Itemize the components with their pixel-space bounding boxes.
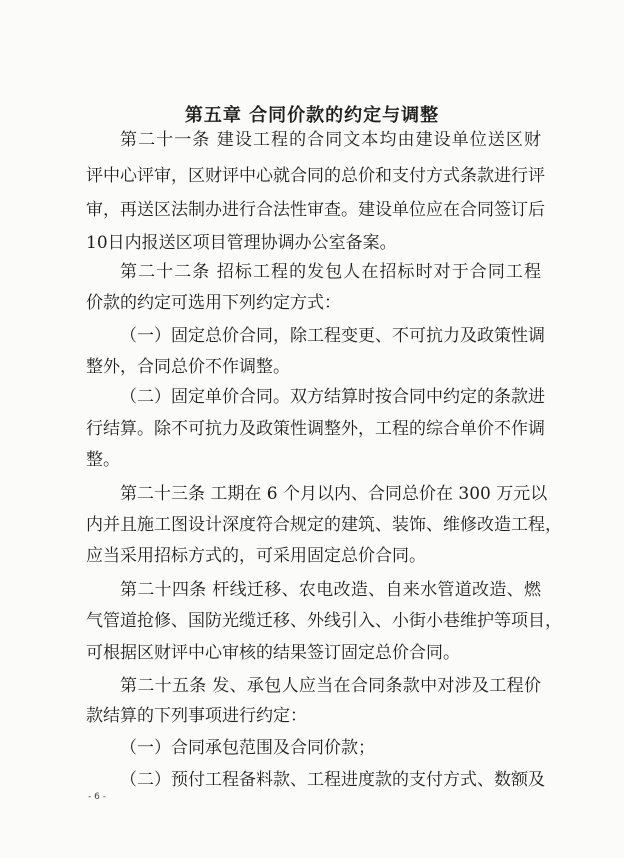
article-25-line-1: 第二十五条 发、承包人应当在合同条款中对涉及工程价 <box>120 676 541 696</box>
page-number: - 6 - <box>88 792 106 802</box>
article-23-line-2: 内并且施工图设计深度符合规定的建筑、装饰、维修改造工程， <box>86 515 562 535</box>
article-21-line-3: 审，再送区法制办进行合法性审查。建设单位应在合同签订后 <box>86 200 545 220</box>
article-23-line-3: 应当采用招标方式的，可采用固定总价合同。 <box>86 546 426 566</box>
article-21-line-4: 10日内报送区项目管理协调办公室备案。 <box>86 233 397 253</box>
article-22-line-2: 价款的约定可选用下列约定方式： <box>86 293 341 313</box>
chapter-title: 第五章 合同价款的约定与调整 <box>184 105 440 126</box>
article-25-item-2-line-1: （二）预付工程备料款、工程进度款的支付方式、数额及 <box>120 770 545 790</box>
article-24-line-1: 第二十四条 杆线迁移、农电改造、自来水管道改造、燃 <box>120 580 541 600</box>
article-22-line-1: 第二十二条 招标工程的发包人在招标时对于合同工程 <box>120 262 541 282</box>
article-21-line-2: 评中心评审，区财评中心就合同的总价和支付方式条款进行评 <box>86 166 545 186</box>
article-24-line-3: 可根据区财评中心审核的结果签订固定总价合同。 <box>86 643 460 663</box>
article-22-item-2-line-2: 行结算。除不可抗力及政策性调整外，工程的综合单价不作调 <box>86 419 545 439</box>
article-23-line-1: 第二十三条 工期在 6 个月以内、合同总价在 300 万元以 <box>120 484 548 504</box>
article-21-line-1: 第二十一条 建设工程的合同文本均由建设单位送区财 <box>120 130 541 150</box>
article-22-item-2-line-1: （二）固定单价合同。双方结算时按合同中约定的条款进 <box>120 387 545 407</box>
article-22-item-2-line-3: 整。 <box>86 450 120 470</box>
article-24-line-2: 气管道抢修、国防光缆迁移、外线引入、小街小巷维护等项目， <box>86 611 562 631</box>
article-22-item-1-line-1: （一）固定总价合同，除工程变更、不可抗力及政策性调 <box>120 326 545 346</box>
article-25-line-2: 款结算的下列事项进行约定： <box>86 706 307 726</box>
article-22-item-1-line-2: 整外，合同总价不作调整。 <box>86 357 290 377</box>
article-25-item-1: （一）合同承包范围及合同价款； <box>120 738 375 758</box>
